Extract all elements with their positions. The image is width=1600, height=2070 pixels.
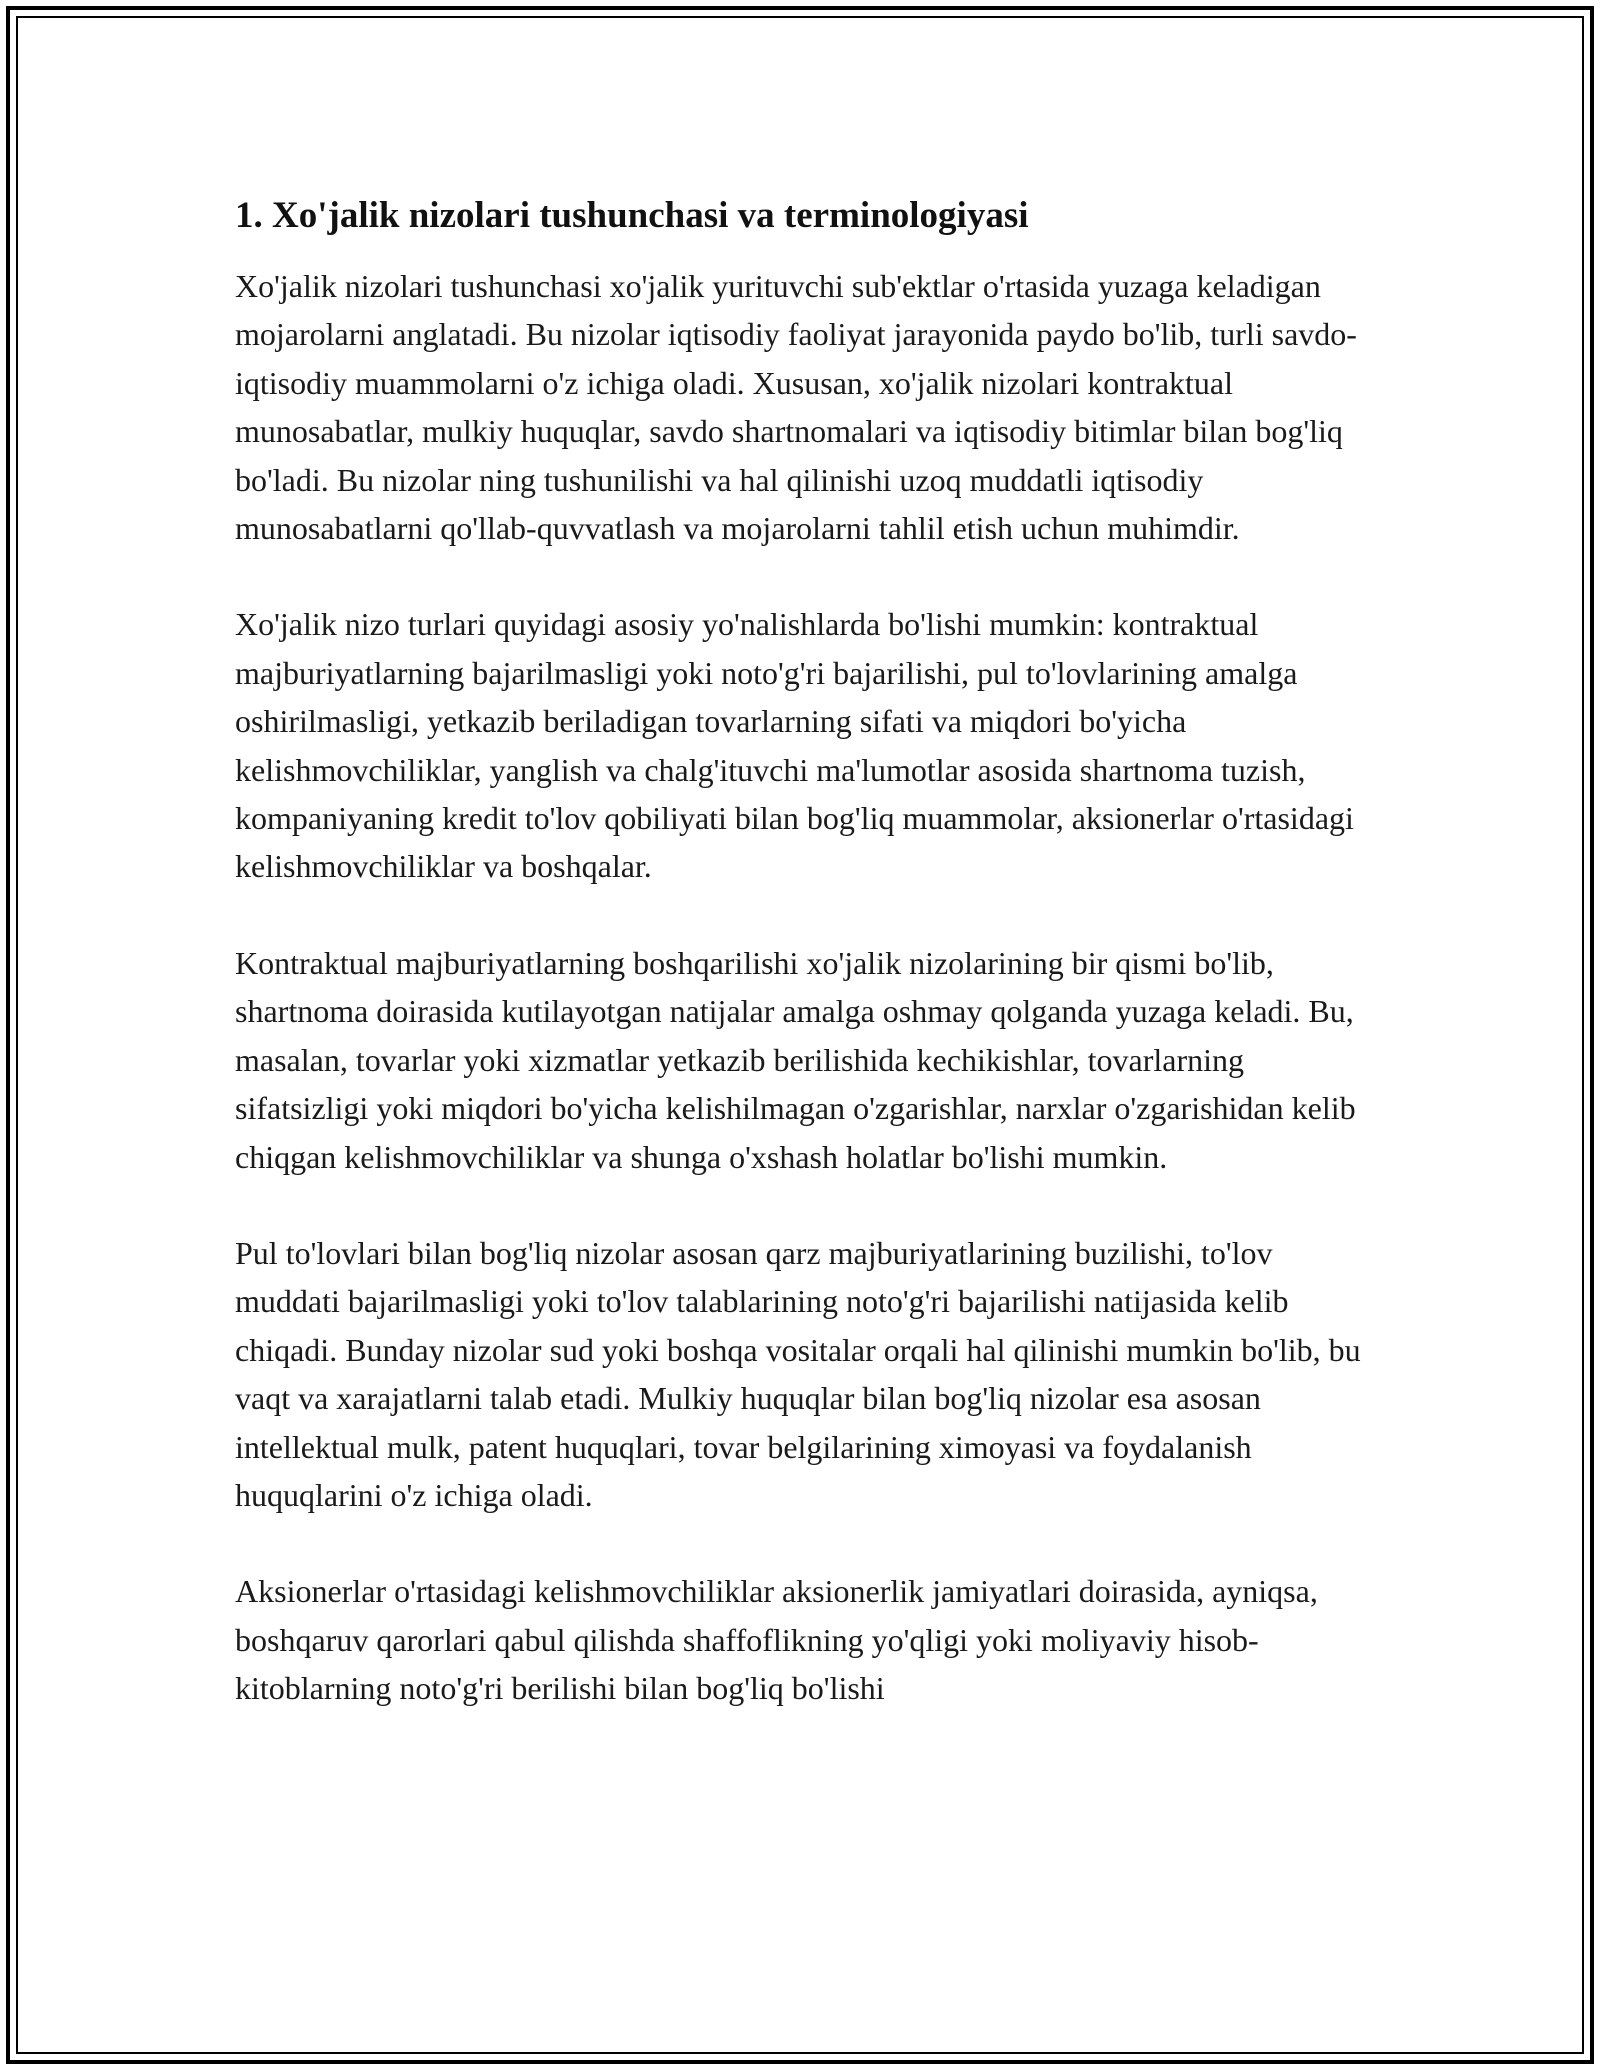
paragraph-4: Pul to'lovlari bilan bog'liq nizolar asosan qarz majburiyatlarining buzilishi, to'lov muddati bajarilmasligi yoki to'lov talablarining noto'g'ri bajarilishi natijasida kelib chiqadi. Bunday nizolar sud yoki boshqa vositalar orqali hal qilinishi mumkin bo'lib, bu vaqt va xarajatlarni talab etadi. Mulkiy huquqlar bilan bog'liq nizolar esa asosan intellektual mulk, patent huquqlari, tovar belgilarining ximoyasi va foydalanish huquqlarini o'z ichiga oladi. — [235, 1234, 1361, 1513]
paragraph-1: Xo'jalik nizolari tushunchasi xo'jalik yurituvchi sub'ektlar o'rtasida yuzaga keladigan mojarolarni anglatadi. Bu nizolar iqtisodiy faoliyat jarayonida paydo bo'lib, turli savdo-iqtisodiy muammolarni o'z ichiga oladi. Xususan, xo'jalik nizolari kontraktual munosabatlar, mulkiy huquqlar, savdo shartnomalari va iqtisodiy bitimlar bilan bog'liq bo'ladi. Bu nizolar ning tushunilishi va hal qilinishi uzoq muddatli iqtisodiy munosabatlarni qo'llab-quvvatlash va mojarolarni tahlil etish uchun muhimdir. — [235, 268, 1357, 547]
document-body — [235, 190, 1365, 1713]
paragraph-5: Aksionerlar o'rtasidagi kelishmovchiliklar aksionerlik jamiyatlari doirasida, ayniqsa, boshqaruv qarorlari qabul qilishda shaffoflikning yo'qligi yoki moliyaviy hisob-kitoblarning noto'g'ri berilishi bilan bog'liq bo'lishi — [235, 1573, 1318, 1707]
paragraph-2: Xo'jalik nizo turlari quyidagi asosiy yo'nalishlarda bo'lishi mumkin: kontraktual majburiyatlarning bajarilmasligi yoki noto'g'ri bajarilishi, pul to'lovlarining amalga oshirilmasligi, yetkazib beriladigan tovarlarning sifati va miqdori bo'yicha kelishmovchiliklar, yanglish va chalg'ituvchi ma'lumotlar asosida shartnoma tuzish, kompaniyaning kredit to'lov qobiliyati bilan bog'liq muammolar, aksionerlar o'rtasidagi kelishmovchiliklar va boshqalar. — [235, 606, 1354, 885]
paragraph-3: Kontraktual majburiyatlarning boshqarilishi xo'jalik nizolarining bir qismi bo'lib, shartnoma doirasida kutilayotgan natijalar amalga oshmay qolganda yuzaga keladi. Bu, masalan, tovarlar yoki xizmatlar yetkazib berilishida kechikishlar, tovarlarning sifatsizligi yoki miqdori bo'yicha kelishilmagan o'zgarishlar, narxlar o'zgarishidan kelib chiqgan kelishmovchiliklar va shunga o'xshash holatlar bo'lishi mumkin. — [235, 944, 1356, 1175]
section-heading: 1. Xo'jalik nizolari tushunchasi va terminologiyasi — [235, 195, 1029, 236]
